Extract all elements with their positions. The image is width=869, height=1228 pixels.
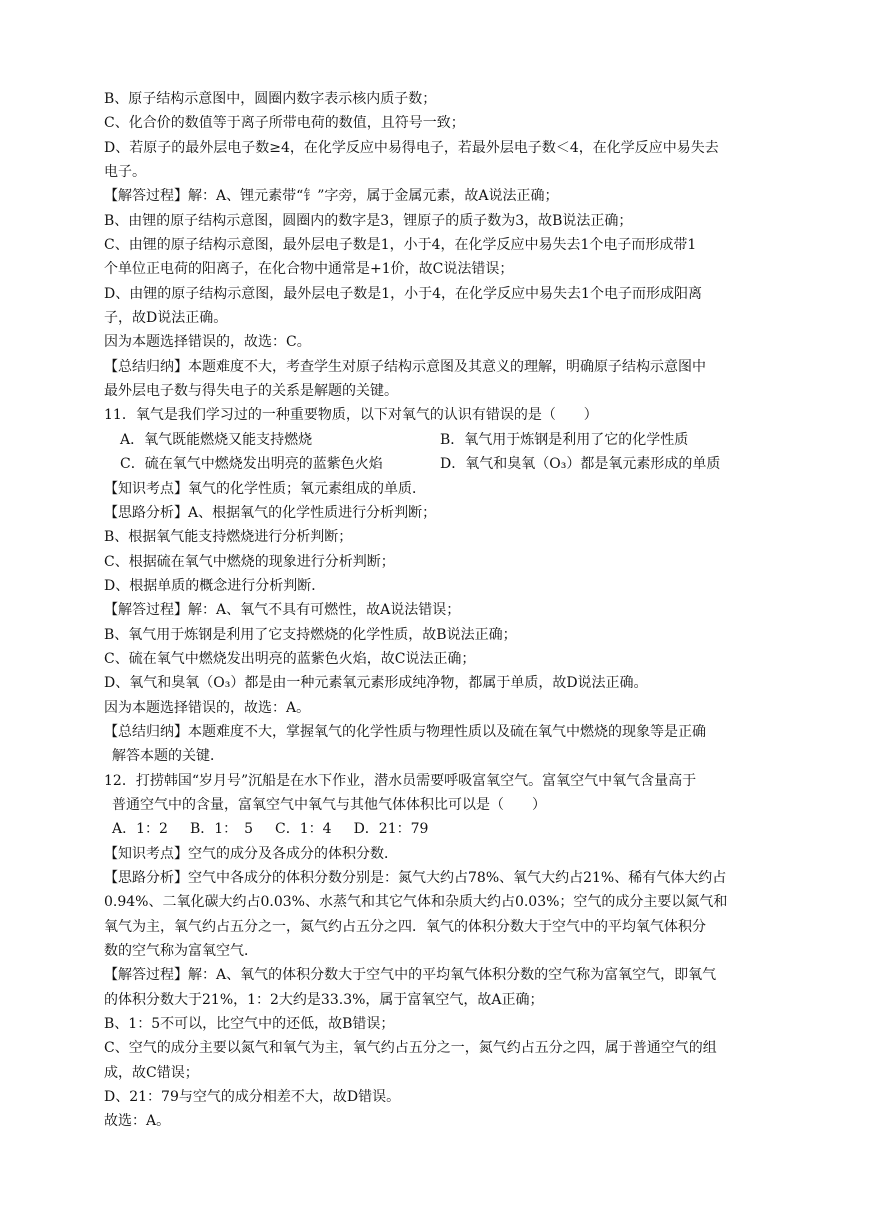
text-line: 个单位正电荷的阳离子，在化合物中通常是+1价，故C说法错误； <box>104 261 514 278</box>
question-12-stem: 12．打捞韩国“岁月号”沉船是在水下作业，潜水员需要呼吸富氧空气。富氧空气中氧气含量高于 <box>104 772 697 789</box>
question-11-stem: 11．氧气是我们学习过的一种重要物质，以下对氧气的认识有错误的是（ ） <box>104 407 598 424</box>
text-line: D、氧气和臭氧（O₃）都是由一种元素氧元素形成纯净物，都属于单质，故D说法正确。 <box>104 675 648 692</box>
text-line: 0.94%、二氧化碳大约占0.03%、水蒸气和其它气体和杂质大约占0.03%；空气的成分主要以氮气和 <box>104 894 728 911</box>
q12-option-b: B．1： 5 <box>189 821 254 838</box>
text-line: 【思路分析】空气中各成分的体积分数分别是：氮气大约占78%、氧气大约占21%、稀有气体大约占 <box>104 870 727 886</box>
text-line: D、由锂的原子结构示意图，最外层电子数是1，小于4，在化学反应中易失去1个电子而形成阳离 <box>104 285 702 302</box>
q12-options-row <box>104 817 784 841</box>
text-line: C、由锂的原子结构示意图，最外层电子数是1，小于4，在化学反应中易失去1个电子而形成带1 <box>104 237 697 254</box>
text-line: D、根据单质的概念进行分析判断． <box>104 577 326 594</box>
text-line: 【思路分析】A、根据氧气的化学性质进行分析判断； <box>104 504 437 521</box>
text-line: B、由锂的原子结构示意图，圆圈内的数字是3，锂原子的质子数为3，故B说法正确； <box>104 212 633 229</box>
text-line: 因为本题选择错误的，故选：A。 <box>104 699 311 716</box>
q11-options-row-1 <box>104 428 784 452</box>
q12-option-a: A．1：2 <box>112 821 168 838</box>
q11-option-d: D．氧气和臭氧（O₃）都是氧元素形成的单质 <box>440 456 721 473</box>
text-line: 【解答过程】解：A、氧气的体积分数大于空气中的平均氧气体积分数的空气称为富氧空气，即氧气 <box>104 967 717 984</box>
text-line: 的体积分数大于21%，1：2大约是33.3%，属于富氧空气，故A正确； <box>104 991 544 1008</box>
q12-option-d: D．21：79 <box>353 821 429 838</box>
text-line: 子，故D说法正确。 <box>104 310 228 327</box>
question-12-stem-cont: 普通空气中的含量，富氧空气中氧气与其他气体体积比可以是（ ） <box>112 796 546 813</box>
text-line: C、根据硫在氧气中燃烧的现象进行分析判断； <box>104 553 395 570</box>
text-line: 【知识考点】空气的成分及各成分的体积分数． <box>104 845 398 862</box>
text-line: B、根据氧气能支持燃烧进行分析判断； <box>104 529 353 546</box>
text-line: 【总结归纳】本题难度不大，考查学生对原子结构示意图及其意义的理解，明确原子结构示意图中 <box>104 358 706 375</box>
text-line: 数的空气称为富氧空气． <box>104 943 258 960</box>
text-line: D、若原子的最外层电子数≥4，在化学反应中易得电子，若最外层电子数＜4，在化学反应中易失去 <box>104 139 719 156</box>
text-line: B、氧气用于炼钢是利用了它支持燃烧的化学性质，故B说法正确； <box>104 626 517 643</box>
q11-options-row-2 <box>104 452 784 476</box>
text-line: 【解答过程】解：A、锂元素带“钅”字旁，属于金属元素，故A说法正确； <box>104 188 559 205</box>
text-line: B、1：5不可以，比空气中的还低，故B错误； <box>104 1016 395 1033</box>
text-line: C、空气的成分主要以氮气和氧气为主，氧气约占五分之一，氮气约占五分之四，属于普通空气的组 <box>104 1040 717 1057</box>
q12-option-c: C．1：4 <box>275 821 332 838</box>
text-line: 【解答过程】解：A、氧气不具有可燃性，故A说法错误； <box>104 602 461 619</box>
text-line: 因为本题选择错误的，故选：C。 <box>104 334 311 351</box>
text-line: 【知识考点】氧气的化学性质；氧元素组成的单质． <box>104 480 426 497</box>
text-line: C、硫在氧气中燃烧发出明亮的蓝紫色火焰，故C说法正确； <box>104 650 476 667</box>
text-line: B、原子结构示意图中，圆圈内数字表示核内质子数； <box>104 91 437 107</box>
text-line: 成，故C错误； <box>104 1064 199 1081</box>
q11-option-c: C．硫在氧气中燃烧发出明亮的蓝紫色火焰 <box>120 456 383 473</box>
text-line: C、化合价的数值等于离子所带电荷的数值，且符号一致； <box>104 115 465 132</box>
text-line: 【总结归纳】本题难度不大，掌握氧气的化学性质与物理性质以及硫在氧气中燃烧的现象等是正确 <box>104 723 706 740</box>
text-line: 解答本题的关键． <box>112 748 224 765</box>
text-line: 电子。 <box>104 164 146 181</box>
q11-option-a: A．氧气既能燃烧又能支持燃烧 <box>120 431 313 448</box>
text-line: 最外层电子数与得失电子的关系是解题的关键。 <box>104 383 398 400</box>
q11-option-b: B．氧气用于炼钢是利用了它的化学性质 <box>440 431 689 448</box>
text-line: D、21：79与空气的成分相差不大，故D错误。 <box>104 1089 401 1106</box>
document-page <box>104 87 784 1134</box>
text-line: 氧气为主，氧气约占五分之一，氮气约占五分之四．氧气的体积分数大于空气中的平均氧气体积分 <box>104 918 706 935</box>
text-line: 故选：A。 <box>104 1113 171 1130</box>
